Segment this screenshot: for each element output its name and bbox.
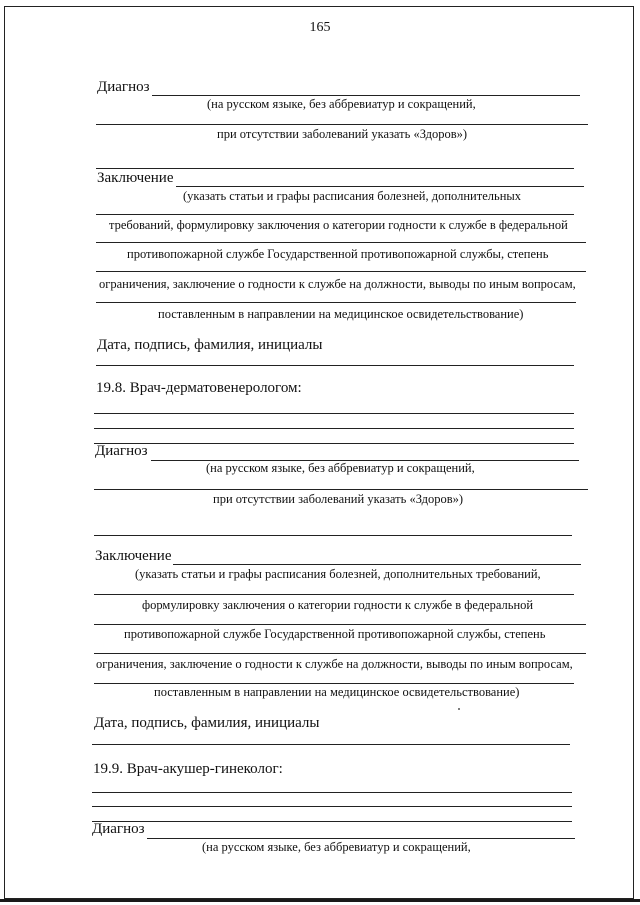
conclusion-line[interactable] bbox=[94, 624, 586, 625]
answer-line[interactable] bbox=[92, 806, 572, 807]
conclusion-hint: поставленным в направлении на медицинское освидетельствование) bbox=[154, 685, 520, 699]
diagnosis-line[interactable] bbox=[147, 838, 575, 839]
signature-label: Дата, подпись, фамилия, инициалы bbox=[97, 337, 323, 353]
diagnosis-line[interactable] bbox=[94, 535, 572, 536]
answer-line[interactable] bbox=[92, 792, 572, 793]
conclusion-hint: поставленным в направлении на медицинское освидетельствование) bbox=[158, 307, 524, 321]
section-heading: 19.8. Врач-дерматовенерологом: bbox=[96, 380, 302, 396]
conclusion-line[interactable] bbox=[96, 242, 586, 243]
conclusion-hint: противопожарной службе Государственной противопожарной службы, степень bbox=[127, 247, 549, 261]
diagnosis-line[interactable] bbox=[94, 489, 588, 490]
signature-line[interactable] bbox=[96, 365, 574, 366]
scan-edge bbox=[0, 899, 640, 902]
conclusion-line[interactable] bbox=[96, 302, 576, 303]
conclusion-line[interactable] bbox=[94, 594, 574, 595]
diagnosis-line[interactable] bbox=[96, 124, 588, 125]
diagnosis-line[interactable] bbox=[152, 95, 580, 96]
section-heading: 19.9. Врач-акушер-гинеколог: bbox=[93, 761, 283, 777]
conclusion-line[interactable] bbox=[176, 186, 584, 187]
diagnosis-hint: (на русском языке, без аббревиатур и сокращений, bbox=[207, 97, 476, 111]
diagnosis-hint: (на русском языке, без аббревиатур и сокращений, bbox=[202, 840, 471, 854]
answer-line[interactable] bbox=[94, 428, 574, 429]
conclusion-line[interactable] bbox=[96, 214, 574, 215]
conclusion-hint: требований, формулировку заключения о категории годности к службе в федеральной bbox=[109, 218, 568, 232]
conclusion-hint: формулировку заключения о категории годности к службе в федеральной bbox=[142, 598, 534, 612]
diagnosis-hint: (на русском языке, без аббревиатур и сокращений, bbox=[206, 461, 475, 475]
conclusion-label: Заключение bbox=[95, 548, 172, 564]
diagnosis-hint: при отсутствии заболеваний указать «Здоров») bbox=[217, 127, 468, 141]
diagnosis-label: Диагноз bbox=[92, 821, 145, 837]
diagnosis-line[interactable] bbox=[96, 168, 574, 169]
conclusion-line[interactable] bbox=[173, 564, 581, 565]
signature-label: Дата, подпись, фамилия, инициалы bbox=[94, 715, 320, 731]
answer-line[interactable] bbox=[94, 413, 574, 414]
diagnosis-hint: при отсутствии заболеваний указать «Здоров») bbox=[213, 492, 464, 506]
conclusion-label: Заключение bbox=[97, 170, 174, 186]
conclusion-hint: (указать статьи и графы расписания болезней, дополнительных bbox=[183, 189, 522, 203]
conclusion-hint: ограничения, заключение о годности к службе на должности, выводы по иным вопросам, bbox=[96, 657, 573, 671]
conclusion-line[interactable] bbox=[94, 683, 574, 684]
conclusion-line[interactable] bbox=[96, 271, 586, 272]
diagnosis-label: Диагноз bbox=[95, 443, 148, 459]
conclusion-hint: противопожарной службе Государственной противопожарной службы, степень bbox=[124, 627, 546, 641]
conclusion-hint: ограничения, заключение о годности к службе на должности, выводы по иным вопросам, bbox=[99, 277, 576, 291]
signature-line[interactable] bbox=[92, 744, 570, 745]
page-number: 165 bbox=[309, 20, 331, 35]
answer-line[interactable] bbox=[92, 821, 572, 822]
conclusion-line[interactable] bbox=[94, 653, 586, 654]
scan-speck bbox=[458, 708, 460, 710]
conclusion-hint: (указать статьи и графы расписания болезней, дополнительных требований, bbox=[135, 567, 541, 581]
answer-line[interactable] bbox=[94, 443, 574, 444]
diagnosis-label: Диагноз bbox=[97, 79, 150, 95]
